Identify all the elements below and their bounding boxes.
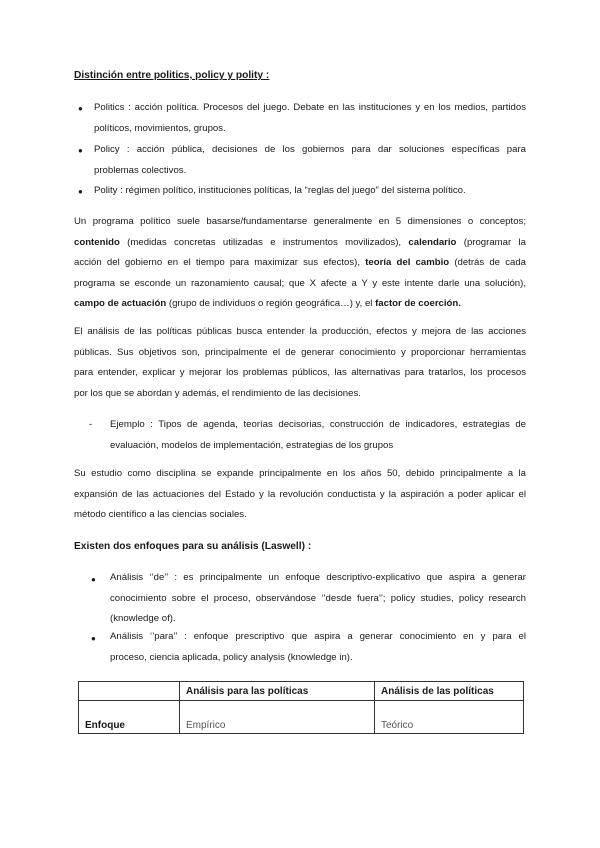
- table-header-row: [79, 682, 524, 701]
- bullet-icon: ●: [91, 575, 96, 584]
- example-text: Ejemplo : Tipos de agenda, teorías decisorias, construcción de indicadores, estrategias de evaluación, modelos de implementación, estrategias de los grupos: [110, 419, 526, 451]
- dash-marker: -: [89, 419, 93, 430]
- bullet-icon: ●: [91, 634, 96, 643]
- table-cell: Teórico: [375, 701, 524, 734]
- table-cell: Enfoque: [79, 701, 180, 734]
- bullet-icon: ●: [78, 146, 83, 155]
- paragraph-dimensions: Un programa político suele basarse/fundamentarse generalmente en 5 dimensiones o conceptos; contenido (medidas concretas utilizadas e instrumentos movilizados), calendario (programar la acción del gobierno en el tiempo para maximizar sus efectos), teoría del cambio (detrás de cada programa se esconde un razonamiento causal; que X afecte a Y y este intente darle una solución), campo de actuación (grupo de individuos o región geográfica…) y, el factor de coerción.: [74, 216, 527, 310]
- table-row: [79, 701, 524, 734]
- paragraph-discipline: Su estudio como disciplina se expande principalmente en los años 50, debido principalmente a la expansión de las actuaciones del Estado y la revolución conductista y la aspiración a poder aplicar el método científico a las ciencias sociales.: [74, 468, 526, 521]
- comparison-table: [78, 681, 524, 734]
- definition-policy: Policy : acción pública, decisiones de los gobiernos para dar soluciones específicas para problemas colectivos.: [94, 144, 526, 176]
- approach-de: Análisis ‘’de’’ : es principalmente un enfoque descriptivo-explicativo que aspira a generar conocimiento sobre el proceso, observándose ‘’desde fuera’’; policy studies, policy research (knowledge of).: [110, 572, 526, 624]
- paragraph-analysis: El análisis de las políticas públicas busca entender la producción, efectos y mejora de las acciones públicas. Sus objetivos son, principalmente el de generar conocimiento y proporcionar herramientas para entender, explicar y mejorar los problemas públicos, las alternativas para tratarlos, los procesos por los que se abordan y además, el rendimiento de las decisiones.: [74, 326, 526, 399]
- bullet-icon: ●: [78, 104, 83, 113]
- table-header-cell: Análisis para las políticas: [180, 682, 375, 701]
- definition-polity: Polity : régimen político, instituciones políticas, la “reglas del juego” del sistema político.: [94, 185, 466, 196]
- approach-para: Análisis ‘’para’’ : enfoque prescriptivo que aspira a generar conocimiento en y para el proceso, ciencia aplicada, policy analysis (knowledge in).: [110, 631, 526, 663]
- table-header-cell: [79, 682, 180, 701]
- bullet-icon: ●: [78, 187, 83, 196]
- section-heading: Distinción entre politics, policy y polity :: [74, 70, 270, 81]
- definition-politics: Politics : acción política. Procesos del juego. Debate en las instituciones y en los medios, partidos políticos, movimientos, grupos.: [94, 102, 526, 134]
- table-header-cell: Análisis de las políticas: [375, 682, 524, 701]
- table-cell: Empírico: [180, 701, 375, 734]
- section-heading-approaches: Existen dos enfoques para su análisis (Laswell) :: [74, 541, 312, 552]
